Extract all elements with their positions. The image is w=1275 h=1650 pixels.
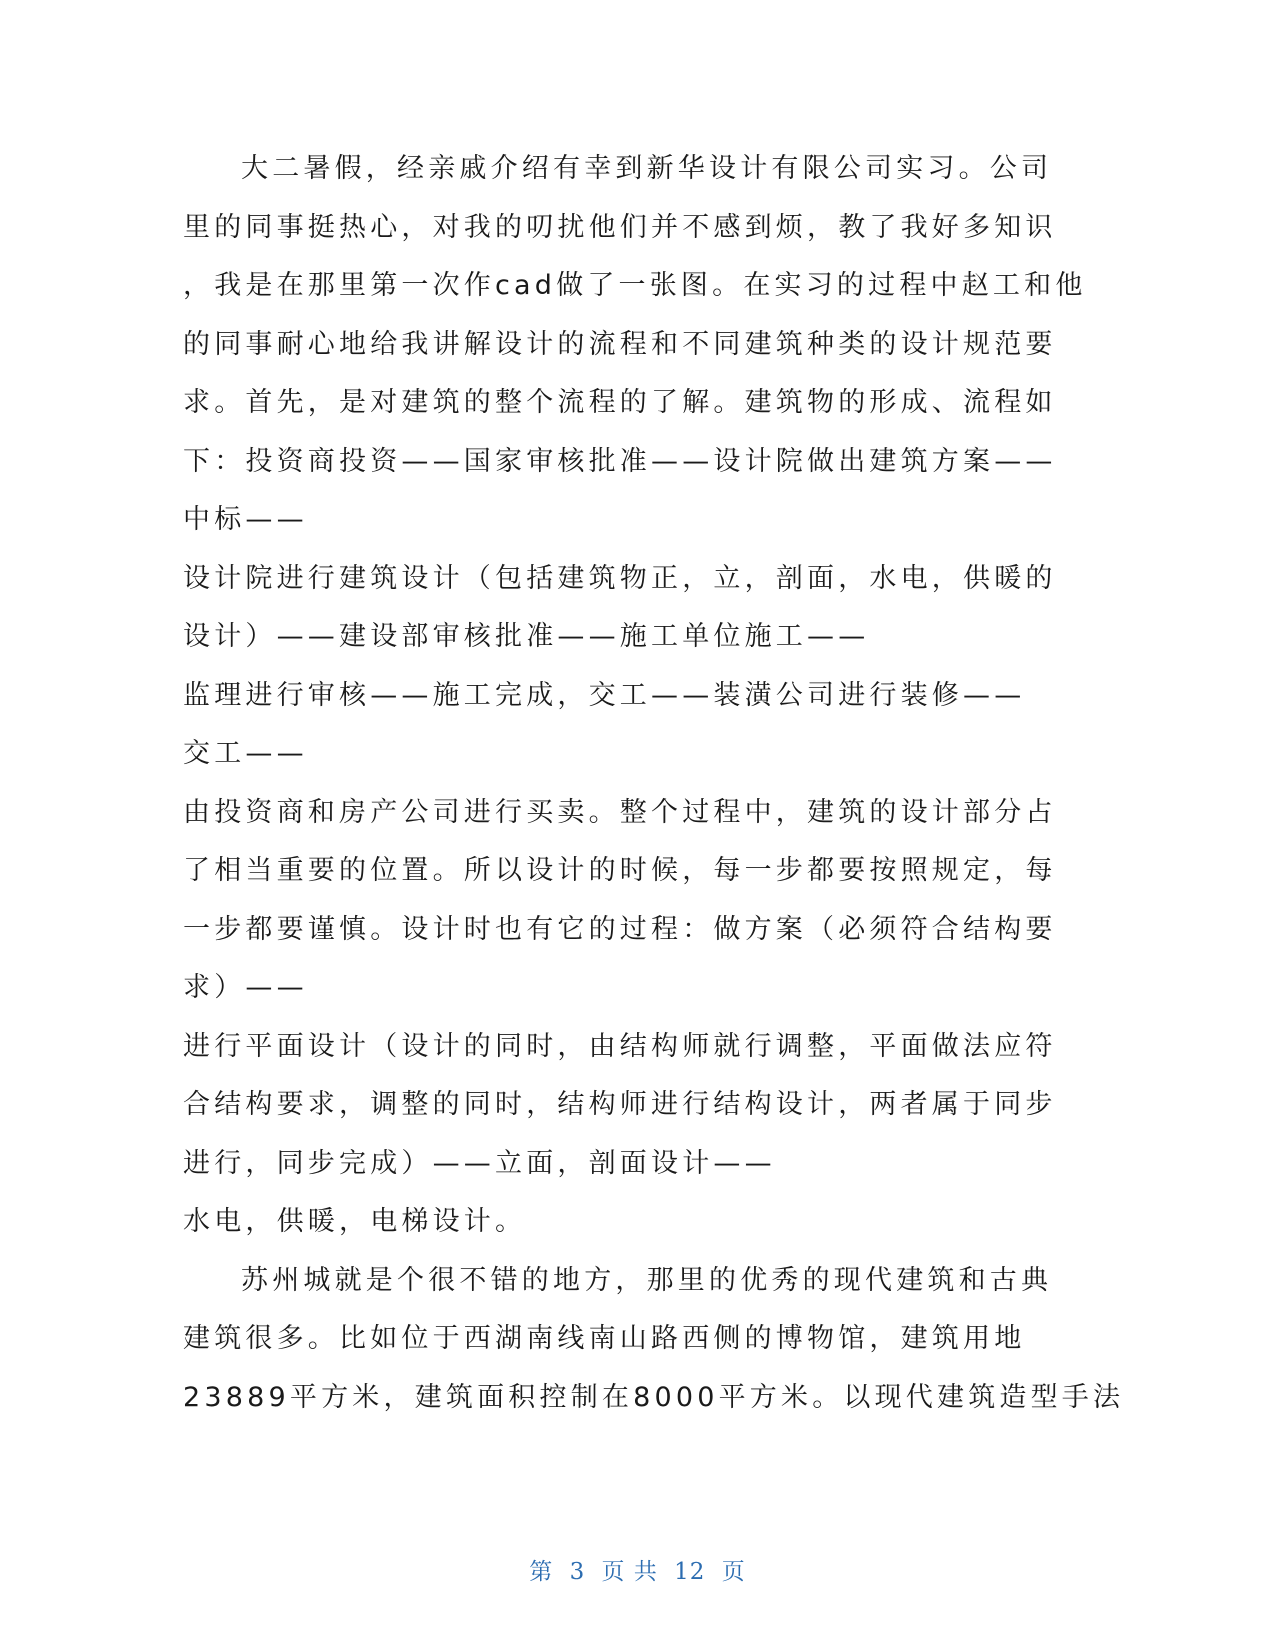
text-line: 求）—— xyxy=(183,972,308,1003)
current-page-number: 3 xyxy=(569,1559,586,1585)
text-line: 建筑很多。比如位于西湖南线南山路西侧的博物馆，建筑用地 xyxy=(183,1323,1026,1354)
text-line: 设计）——建设部审核批准——施工单位施工—— xyxy=(183,621,870,652)
text-line: 苏州城就是个很不错的地方，那里的优秀的现代建筑和古典 xyxy=(241,1264,1053,1296)
text-line: 下：投资商投资——国家审核批准——设计院做出建筑方案—— xyxy=(183,445,1057,477)
text-line: 进行平面设计（设计的同时，由结构师就行调整，平面做法应符 xyxy=(183,1030,1057,1062)
text-line: 合结构要求，调整的同时，结构师进行结构设计，两者属于同步 xyxy=(183,1089,1057,1120)
footer-middle: 页 共 xyxy=(601,1559,658,1585)
footer-suffix: 页 xyxy=(721,1559,746,1585)
text-line: 的同事耐心地给我讲解设计的流程和不同建筑种类的设计规范要 xyxy=(183,328,1057,360)
text-line: 由投资商和房产公司进行买卖。整个过程中，建筑的设计部分占 xyxy=(183,796,1057,828)
text-line: 一步都要谨慎。设计时也有它的过程：做方案（必须符合结构要 xyxy=(183,913,1057,945)
text-line: 水电，供暖，电梯设计。 xyxy=(183,1206,527,1237)
page-number-footer xyxy=(0,1553,1275,1586)
text-line: 进行，同步完成）——立面，剖面设计—— xyxy=(183,1147,776,1179)
text-line: 了相当重要的位置。所以设计的时候，每一步都要按照规定，每 xyxy=(183,855,1057,886)
text-line: 监理进行审核——施工完成，交工——装潢公司进行装修—— xyxy=(183,679,1026,711)
text-line: 设计院进行建筑设计（包括建筑物正，立，剖面，水电，供暖的 xyxy=(183,562,1057,594)
text-line: 大二暑假，经亲戚介绍有幸到新华设计有限公司实习。公司 xyxy=(241,153,1053,184)
text-line: 23889平方米，建筑面积控制在8000平方米。以现代建筑造型手法 xyxy=(183,1381,1125,1413)
text-line: 中标—— xyxy=(183,504,308,535)
text-line: 求。首先，是对建筑的整个流程的了解。建筑物的形成、流程如 xyxy=(183,387,1057,418)
body-text xyxy=(183,140,1125,1427)
text-line: 交工—— xyxy=(183,738,308,769)
total-page-count: 12 xyxy=(674,1559,706,1585)
text-line: 里的同事挺热心，对我的叨扰他们并不感到烦，教了我好多知识 xyxy=(183,211,1057,243)
footer-prefix: 第 xyxy=(529,1559,554,1585)
text-line: ，我是在那里第一次作cad做了一张图。在实习的过程中赵工和他 xyxy=(183,270,1087,301)
